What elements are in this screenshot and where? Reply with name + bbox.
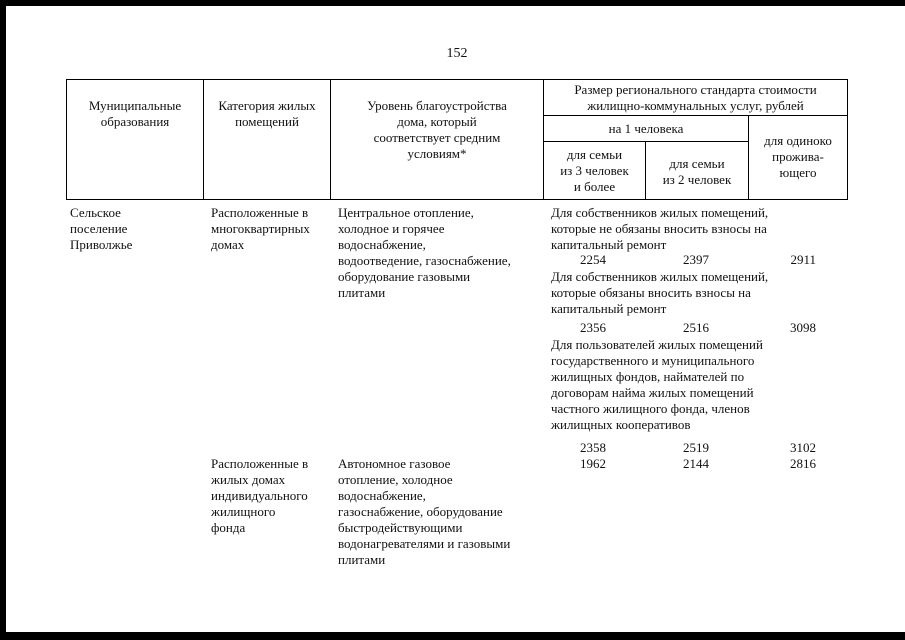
scan-border-left xyxy=(0,0,6,640)
value-family2: 2519 xyxy=(683,440,709,455)
value-family2: 2144 xyxy=(683,456,709,471)
page-number: 152 xyxy=(446,46,468,61)
value-family3: 2356 xyxy=(580,320,606,335)
value-single: 3098 xyxy=(790,320,816,335)
scan-border-top xyxy=(0,0,905,6)
value-family3: 2358 xyxy=(580,440,606,455)
value-family3: 1962 xyxy=(580,456,606,471)
value-single: 3102 xyxy=(790,440,816,455)
value-single: 2816 xyxy=(790,456,816,471)
header-per-person: на 1 человека xyxy=(608,121,684,136)
value-family2: 2397 xyxy=(683,252,709,267)
value-family2: 2516 xyxy=(683,320,709,335)
value-family3: 2254 xyxy=(580,252,606,267)
scan-border-bottom xyxy=(0,632,905,640)
value-single: 2911 xyxy=(790,252,816,267)
